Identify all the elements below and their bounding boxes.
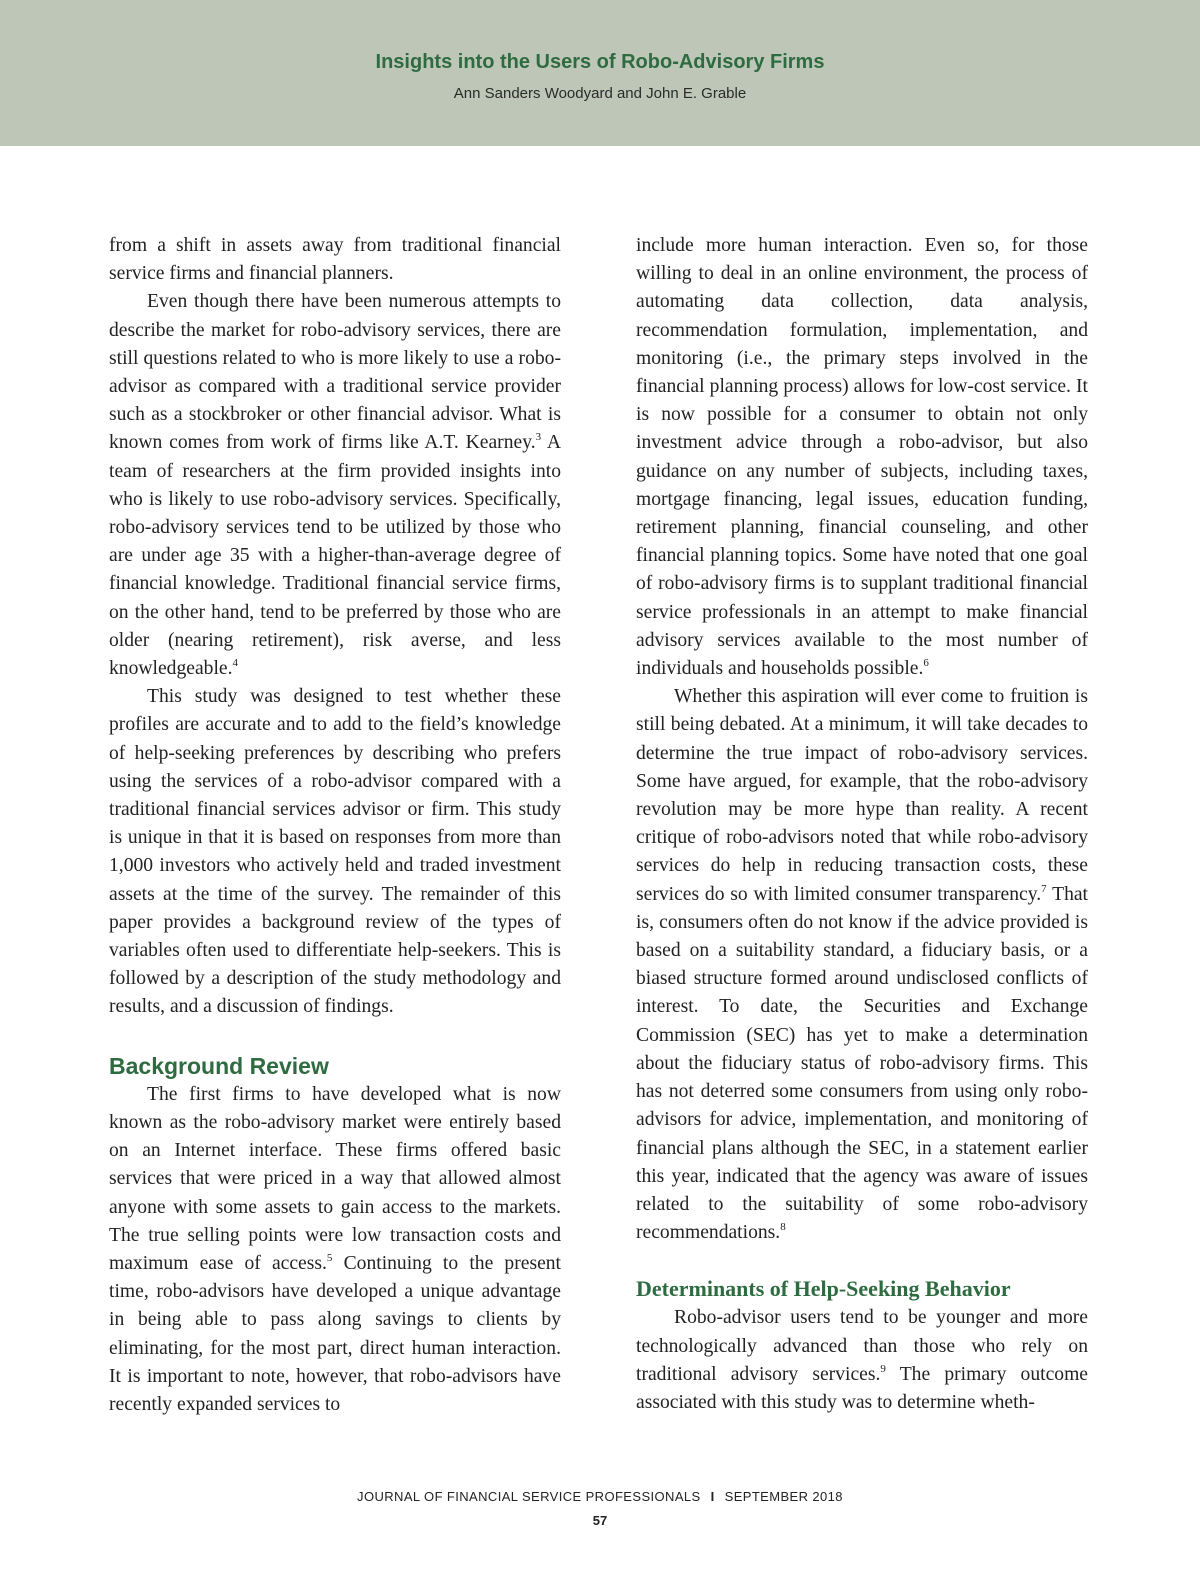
paragraph-study-design <box>109 683 561 1021</box>
paragraph-text: The primary outcome associated with this study was to determine wheth- <box>636 1363 1089 1413</box>
footer-separator: I <box>710 1489 715 1504</box>
paragraph-aspiration <box>636 683 1088 1247</box>
paragraph-text: from a shift in assets away from traditional financial service firms and financial planners. <box>109 235 561 285</box>
paragraph-text: include more human interaction. Even so, for those willing to deal in an online environment, the process of automating data collection, data analysis, recommendation formulation, implementation, and monitoring (i.e., the primary steps involved in the financial planning process) allows for low-cost service. It is now possible for a consumer to obtain not only investment advice through a robo-advisor, but also guidance on any number of subjects, including taxes, mortgage financing, legal issues, education funding, retirement planning, financial counseling, and other financial planning topics. Some have noted that one goal of robo-advisory firms is to supplant traditional financial service professionals in an attempt to make financial advisory services available to the most number of individuals and households possible. <box>636 235 1088 680</box>
paragraph-text: Whether this aspiration will ever come to fruition is still being debated. At a minimum, it will take decades to determine the true impact of robo-advisory services. Some have argued, for example, that the robo-advisory revolution may be more hype than reality. A recent critique of robo-advisors noted that while robo-advisory services do help in reducing transaction costs, these services do so with limited consumer transparency. <box>636 686 1088 905</box>
paragraph-continuation <box>109 232 561 288</box>
section-heading-help-seeking: Determinants of Help-Seeking Behavior <box>636 1276 1011 1302</box>
paragraph-text: Even though there have been numerous attempts to describe the market for robo-advisory services, there are still questions related to who is more likely to use a robo-advisor as compared with a traditional service provider such as a stockbroker or other financial advisor. What is known comes from work of firms like A.T. Kearney. <box>109 291 561 454</box>
paragraph-text: The first firms to have developed what is now known as the robo-advisory market were entirely based on an Internet interface. These firms offered basic services that were priced in a way that allowed almost anyone with some assets to gain access to the markets. The true selling points were low transaction costs and maximum ease of access. <box>109 1083 561 1274</box>
section-heading-background-review: Background Review <box>109 1052 329 1079</box>
paragraph-robo-users <box>636 1304 1088 1417</box>
footnote-ref: 4 <box>232 657 239 670</box>
footnote-ref: 3 <box>535 431 542 444</box>
paragraph-market-questions <box>109 288 561 683</box>
paragraph-text: A team of researchers at the firm provided insights into who is likely to use robo-advisory services. Specifically, robo-advisory services tend to be utilized by those who are under age 35 with a higher-than-average degree of financial knowledge. Traditional financial service firms, on the other hand, tend to be preferred by those who are older (nearing retirement), risk averse, and less knowledgeable. <box>109 432 561 680</box>
page-number: 57 <box>592 1513 608 1528</box>
left-column <box>109 232 561 1419</box>
running-header-band <box>0 0 1200 146</box>
article-authors: Ann Sanders Woodyard and John E. Grable <box>453 85 747 102</box>
footnote-ref: 5 <box>326 1251 333 1264</box>
article-title: Insights into the Users of Robo-Advisory Firms <box>375 51 825 73</box>
issue-date: SEPTEMBER 2018 <box>724 1489 843 1504</box>
right-column <box>636 232 1088 1417</box>
footnote-ref: 8 <box>780 1221 786 1234</box>
footnote-ref: 9 <box>880 1362 886 1375</box>
footnote-ref: 6 <box>923 657 929 670</box>
paragraph-text: Continuing to the present time, robo-advisors have developed a unique advantage in being able to pass along savings to clients by eliminating, for the most part, direct human interaction. It is important to note, however, that robo-advisors have recently expanded services to <box>109 1252 562 1415</box>
paragraph-text: This study was designed to test whether these profiles are accurate and to add to the field’s knowledge of help-seeking preferences by describing who prefers using the services of a robo-advisor compared with a traditional financial services advisor or firm. This study is unique in that it is based on responses from more than 1,000 investors who actively held and traded investment assets at the time of the survey. The remainder of this paper provides a background review of the types of variables often used to differentiate help-seekers. This is followed by a description of the study methodology and results, and a discussion of findings. <box>109 686 561 1018</box>
page-footer <box>0 1489 1200 1504</box>
paragraph-text: Robo-advisor users tend to be younger and more technologically advanced than those who rely on traditional advisory services. <box>636 1307 1088 1385</box>
paragraph-first-firms <box>109 1081 561 1419</box>
paragraph-human-interaction <box>636 232 1088 683</box>
footnote-ref: 7 <box>1041 882 1047 895</box>
paragraph-text: That is, consumers often do not know if the advice provided is based on a suitability standard, a fiduciary basis, or a biased structure formed around undisclosed conflicts of interest. To date, the Securities and Exchange Commission (SEC) has yet to make a determination about the fiduciary status of robo-advisory firms. This has not deterred some consumers from using only robo-advisors for advice, implementation, and monitoring of financial plans although the SEC, in a statement earlier this year, indicated that the agency was aware of issues related to the suitability of some robo-advisory recommendations. <box>636 883 1089 1244</box>
journal-name: JOURNAL OF FINANCIAL SERVICE PROFESSIONALS <box>357 1489 701 1504</box>
